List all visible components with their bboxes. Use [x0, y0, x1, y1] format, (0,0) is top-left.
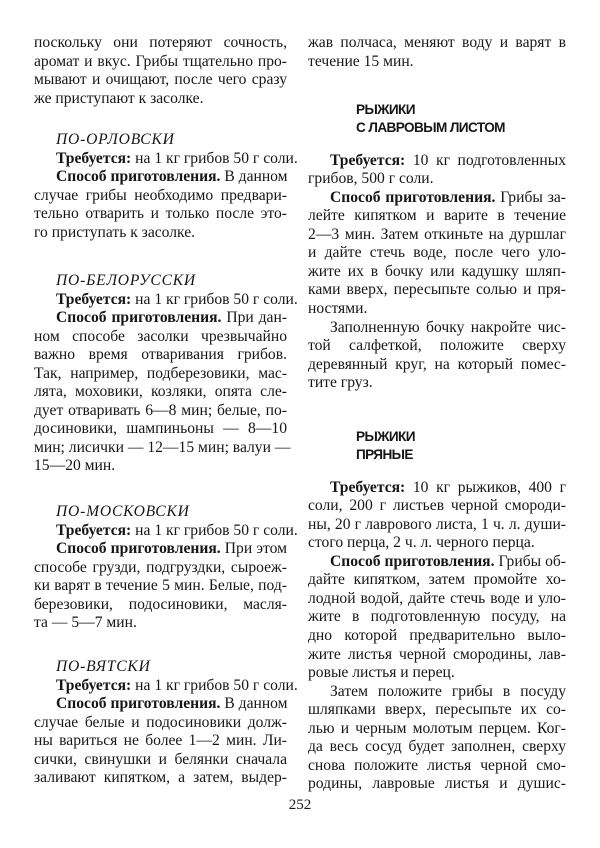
line-text: Затем положите грибы в посуду	[330, 682, 566, 700]
line-text: При этом	[220, 540, 287, 558]
line-text: грибов, 500 г соли.	[308, 170, 434, 188]
text-line	[308, 263, 566, 282]
line-text: го приступать к засолке.	[34, 223, 196, 241]
line-text: стого перца, 2 ч. л. черного перца.	[308, 534, 535, 552]
text-line	[308, 590, 566, 609]
text-line	[34, 224, 287, 243]
line-text: жите их в бочку или кадушку шляп-	[308, 262, 566, 280]
bold-label: Способ приготовления.	[56, 309, 222, 327]
text-line	[308, 608, 566, 627]
recipe-section	[34, 503, 298, 633]
line-text: дайте кипятком, затем промойте хо-	[308, 571, 566, 589]
text-line	[34, 732, 287, 751]
line-text: аромат и вкус. Грибы тщательно про-	[34, 52, 287, 70]
paragraph	[34, 290, 298, 310]
line-text: тельно отварить и только после это-	[34, 205, 287, 223]
section-heading: С ЛАВРОВЫМ ЛИСТОМ	[356, 120, 505, 136]
line-text: ном способе засолки чрезвычайно	[34, 327, 287, 345]
text-line	[34, 53, 287, 72]
text-line	[34, 714, 287, 733]
line-text: на 1 кг грибов 50 г соли.	[131, 676, 298, 694]
text-line	[308, 152, 566, 171]
text-line	[34, 559, 287, 578]
line-text: мин; лисички — 12—15 мин; валуи —	[34, 438, 291, 456]
line-text: В данном	[220, 168, 288, 186]
line-text: на 1 кг грибов 50 г соли.	[131, 290, 298, 308]
line-text: ровые листья и перец.	[308, 664, 455, 682]
text-line	[308, 664, 566, 683]
line-text: В данном	[220, 695, 288, 713]
text-line	[34, 328, 287, 347]
line-text: мывают и очищают, после чего сразу	[34, 71, 287, 89]
text-line	[308, 356, 566, 375]
line-text: же приступают к засолке.	[34, 89, 204, 107]
bold-label: Способ приготовления.	[330, 188, 496, 206]
line-text: Грибы за-	[495, 188, 566, 206]
text-line	[308, 683, 566, 702]
text-line	[34, 438, 291, 458]
bold-label: Требуется:	[330, 151, 406, 169]
text-line	[308, 319, 566, 338]
text-line	[308, 34, 566, 53]
line-text: той салфеткой, положите сверху	[308, 337, 566, 355]
text-line	[308, 337, 566, 356]
line-text: Так, например, подберезовики, мас-	[34, 364, 287, 382]
line-text: жите в подготовленную посуду, на	[308, 608, 566, 626]
text-line	[308, 646, 566, 665]
paragraph	[308, 152, 566, 189]
line-text: 15—20 мин.	[34, 457, 116, 475]
line-text: случае белые и подосиновики долж-	[34, 713, 287, 731]
paragraph	[308, 319, 566, 393]
text-line	[34, 90, 287, 109]
bold-label: Требуется:	[330, 478, 406, 496]
line-text: ностями.	[308, 299, 368, 317]
text-line	[34, 187, 287, 206]
line-text: Заполненную бочку накройте чис-	[330, 318, 566, 336]
paragraph	[308, 553, 566, 683]
page-number: 252	[288, 797, 312, 813]
text-line	[308, 170, 566, 189]
bold-label: Способ приготовления.	[56, 168, 221, 186]
text-line	[34, 365, 287, 384]
text-line	[34, 577, 287, 596]
text-line	[34, 34, 287, 53]
text-line	[308, 720, 566, 739]
line-text: 10 кг подготовленных	[405, 151, 566, 169]
section-heading: ПРЯНЫЕ	[356, 447, 413, 463]
text-line	[34, 309, 287, 328]
line-text: жите листья черной смородины, лав-	[308, 645, 566, 663]
text-line	[308, 189, 566, 208]
recipe-section	[34, 272, 298, 476]
text-line	[34, 695, 287, 714]
bold-label: Способ приготовления.	[56, 695, 221, 713]
line-text: Грибы об-	[494, 552, 567, 570]
text-line	[308, 300, 566, 319]
line-text: снова положите листья черной смо-	[308, 756, 566, 774]
text-line	[34, 71, 287, 90]
line-text: лью и черным молотым перцем. Ког-	[308, 719, 566, 737]
line-text: та — 5—7 мин.	[34, 614, 137, 632]
section-heading: ПО-МОСКОВСКИ	[56, 503, 190, 520]
text-line	[308, 627, 566, 646]
paragraph	[34, 309, 291, 476]
text-line	[34, 383, 287, 402]
text-line	[34, 149, 298, 169]
text-line	[34, 769, 287, 788]
text-line	[308, 701, 566, 720]
section-heading: ПО-ОРЛОВСКИ	[56, 131, 175, 148]
section-heading: ПО-ВЯТСКИ	[56, 658, 151, 675]
text-line	[34, 457, 287, 476]
text-line	[34, 521, 298, 541]
line-text: заливают кипятком, а затем, выдер-	[34, 769, 287, 787]
bold-label: Требуется:	[56, 521, 132, 539]
text-line	[308, 534, 566, 553]
section-heading: ПО-БЕЛОРУССКИ	[56, 272, 196, 289]
text-line	[34, 168, 287, 187]
line-text: 10 кг рыжиков, 400 г	[405, 478, 566, 496]
line-text: течение 15 мин.	[308, 52, 414, 70]
line-text: лята, моховики, козляки, опята сле-	[34, 383, 287, 401]
line-text: случае грибы необходимо предвари-	[34, 186, 287, 204]
line-text: тите груз.	[308, 374, 373, 392]
recipe-section	[308, 428, 566, 794]
line-text: досиновики, шампиньоны — 8—10	[34, 420, 287, 438]
text-line	[34, 751, 287, 770]
paragraph	[34, 540, 287, 633]
recipe-section	[308, 34, 566, 71]
line-text: способе грузди, подгруздки, сыроеж-	[34, 558, 287, 576]
text-line	[34, 596, 287, 615]
line-text: сички, свинушки и белянки сначала	[34, 750, 287, 768]
text-line	[308, 757, 566, 776]
paragraph	[308, 479, 566, 553]
text-line	[34, 676, 298, 696]
text-line	[308, 244, 566, 263]
line-text: ками вверх, пересыпьте солью и пря-	[308, 281, 566, 299]
line-text: и дайте стечь воде, после чего уло-	[308, 244, 566, 262]
text-line	[34, 614, 287, 633]
text-line	[308, 553, 566, 572]
recipe-section	[34, 131, 298, 242]
text-line	[34, 540, 287, 559]
text-line	[34, 205, 287, 224]
text-line	[308, 53, 566, 72]
paragraph	[34, 676, 298, 696]
paragraph	[34, 34, 287, 108]
line-text: ны, 20 г лаврового листа, 1 ч. л. души-	[308, 515, 566, 533]
text-line	[308, 571, 566, 590]
line-text: важно время отваривания грибов.	[34, 346, 287, 364]
line-text: ки варят в течение 5 мин. Белые, под-	[34, 577, 287, 595]
line-text: березовики, подосиновики, масля-	[34, 595, 287, 613]
text-line	[308, 516, 566, 535]
line-text: дует отваривать 6—8 мин; белые, по-	[34, 401, 287, 419]
bold-label: Требуется:	[56, 676, 132, 694]
recipe-section	[308, 101, 566, 393]
line-text: лейте кипятком и варите в течение	[308, 207, 566, 225]
text-line	[308, 775, 566, 794]
paragraph	[34, 521, 298, 541]
paragraph	[308, 34, 566, 71]
text-line	[308, 207, 566, 226]
text-line	[308, 226, 566, 245]
text-line	[308, 479, 566, 498]
text-line	[34, 290, 298, 310]
line-text: ны вариться не более 1—2 мин. Ли-	[34, 732, 287, 750]
line-text: поскольку они потеряют сочность,	[34, 34, 287, 51]
recipe-section	[34, 658, 298, 788]
section-heading: РЫЖИКИ	[356, 102, 415, 117]
text-line	[308, 497, 566, 516]
bold-label: Способ приготовления.	[56, 540, 221, 558]
line-text: 2—3 мин. Затем откиньте на дуршлаг	[308, 225, 566, 243]
paragraph	[308, 189, 566, 319]
text-line	[34, 346, 287, 365]
bold-label: Способ приготовления.	[330, 552, 495, 570]
recipe-section	[34, 34, 287, 108]
text-line	[34, 402, 287, 421]
bold-label: Требуется:	[56, 149, 132, 167]
line-text: дно которой предварительно выло-	[308, 626, 566, 644]
line-text: да весь сосуд будет заполнен, сверху	[308, 738, 566, 756]
bold-label: Требуется:	[56, 290, 132, 308]
line-text: шляпками вверх, пересыпьте их со-	[308, 701, 566, 719]
section-heading: РЫЖИКИ	[356, 429, 415, 444]
text-line	[308, 374, 566, 393]
paragraph	[308, 683, 566, 794]
text-line	[34, 420, 287, 439]
paragraph	[34, 149, 298, 169]
line-text: на 1 кг грибов 50 г соли.	[131, 149, 298, 167]
paragraph	[34, 695, 287, 788]
line-text: родины, лавровые листья и душис-	[308, 775, 566, 793]
text-line	[308, 281, 566, 300]
text-line	[308, 738, 566, 757]
line-text: деревянный круг, на который помес-	[308, 355, 566, 373]
line-text: жав полчаса, меняют воду и варят в	[308, 34, 566, 51]
paragraph	[34, 168, 287, 242]
line-text: лодной водой, дайте стечь воде и уло-	[308, 589, 566, 607]
line-text: соли, 200 г листьев черной смороди-	[308, 497, 566, 515]
line-text: При дан-	[221, 309, 288, 327]
line-text: на 1 кг грибов 50 г соли.	[131, 521, 298, 539]
